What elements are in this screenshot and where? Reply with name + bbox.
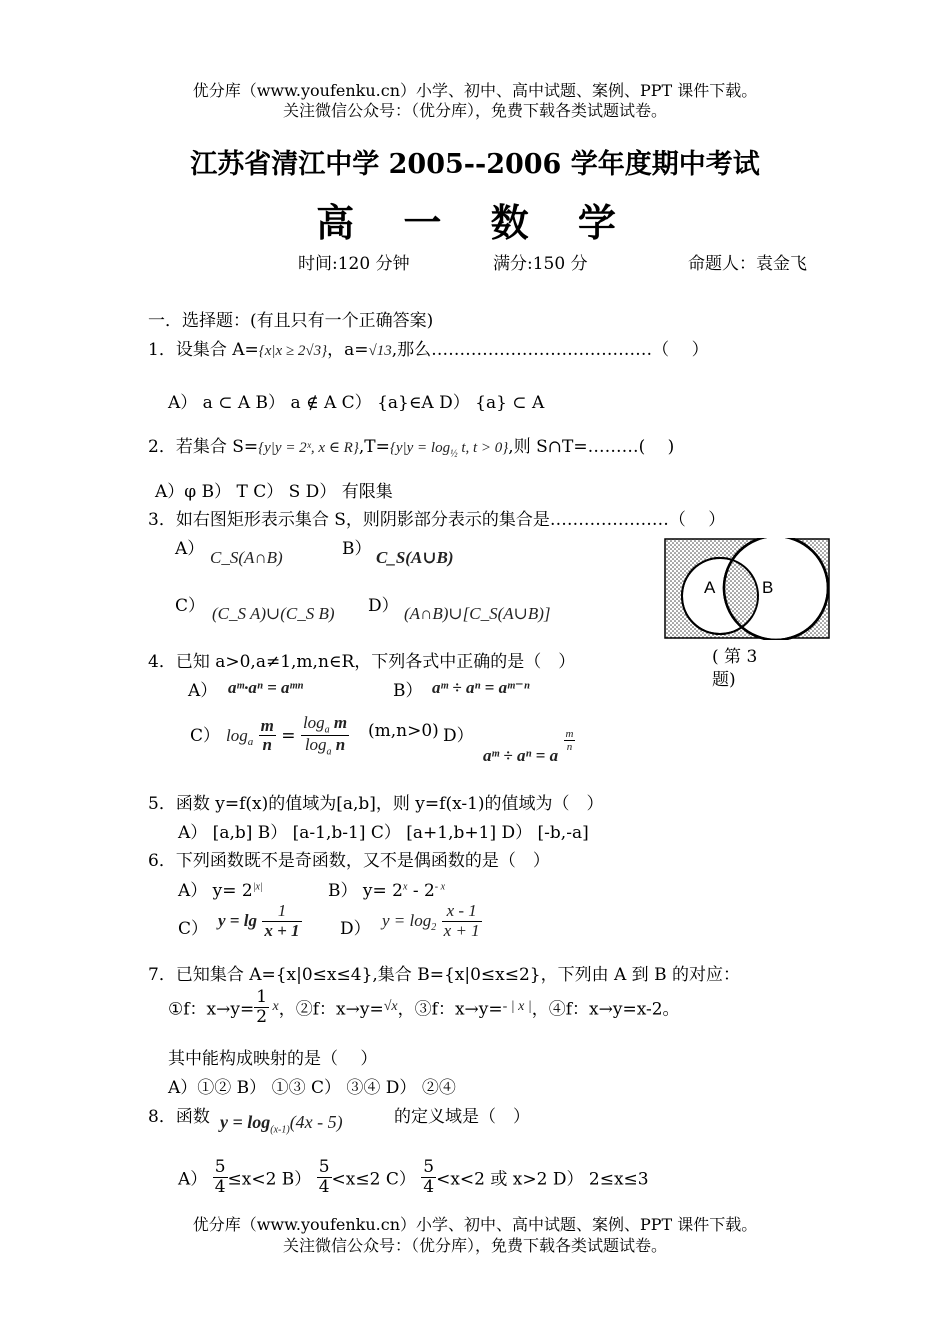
q8-b-text: <x≤2 C） [331,1169,416,1190]
q7-map-2-expr: √x [383,999,398,1015]
q2-stem: 2．若集合 S= [148,437,259,457]
q6-c-lg: y = lg [218,911,257,931]
q7-stem: 7．已知集合 A={x|0≤x≤4},集合 B={x|0≤x≤2}，下列由 A 到 B 的对应： [148,965,740,985]
q6-d-num: x - 1 [442,902,482,922]
q6-b-exp2: - x [434,881,446,893]
q4-c-num-m: m [333,713,348,732]
q3-option-d: D） [368,596,399,616]
q2-options: A）φ B） T C） S D） 有限集 [155,482,393,502]
q4-option-a: A） [188,681,218,701]
q4-c-num-log: log [302,713,325,732]
q4-option-b: B） [393,681,423,701]
q8-c-num: 5 [423,1157,435,1177]
q1-a-value: √13 [368,343,392,359]
q7-map-1: ①f：x→y= [168,999,255,1020]
q1-set-a: {x|x ≥ 2√3} [258,343,328,359]
q8-stem: 8．函数 [148,1107,210,1127]
q8-expr [220,1112,343,1136]
q1-stem: 1．设集合 A= [148,340,259,360]
q4-c-den-log: log [304,735,327,755]
q8-options [178,1158,649,1196]
q7-map-3: ，③f：x→y= [397,999,503,1020]
q4-c-base: a [247,735,254,748]
subject-title: 高 一 数 学 [316,200,634,245]
q8-c-den: 4 [423,1176,435,1197]
q4-stem: 4．已知 a>0,a≠1,m,n∈R，下列各式中正确的是（ ） [148,652,576,672]
q6-stem: 6．下列函数既不是奇函数，又不是偶函数的是（ ） [148,851,550,871]
q6-c-num: 1 [262,902,301,922]
q8-c-text: <x<2 或 x>2 D） 2≤x≤3 [436,1169,649,1190]
q3-option-a-expr: C_S(A∩B) [210,548,283,567]
q8-a-text: ≤x<2 B） [227,1169,312,1190]
q3-option-b-expr: C_S(A∪B) [376,548,454,567]
q8-b-den: 4 [318,1176,330,1197]
header-line-2: 关注微信公众号：（优分库），免费下载各类试题试卷。 [282,101,667,120]
q6-b-exp: x [402,881,408,893]
q3-option-a: A） [175,539,205,559]
q4-option-d: D） [443,726,474,746]
q7-map-1-num: 1 [256,987,268,1007]
q2-set-t-tail: t, t > 0} [457,440,509,456]
question-1 [148,335,709,360]
q5-stem: 5．函数 y=f(x)的值域为[a,b]，则 y=f(x-1)的值域为（ ） [148,794,604,814]
q8-tail: 的定义域是（ ） [394,1107,530,1127]
q4-c-condition: (m,n>0) [368,721,439,741]
q6-d-log: y = log [382,911,432,931]
q7-map-2: ，②f：x→y= [278,999,384,1020]
q6-option-c: C） [178,919,209,939]
section-heading: 一．选择题：(有且只有一个正确答案) [148,311,434,331]
q6-option-a: A） $y= 2^{|x|}$ [178,881,263,901]
venn-diagram [664,538,830,640]
figure-caption-1: ( 第 3 [712,647,758,667]
q7-map-3-expr: - | x | [502,999,532,1015]
q7-map-1-den: 2 [256,1006,268,1027]
q4-option-c: C） [190,726,221,746]
q7-map-4: ，④f：x→y=x-2。 [531,999,680,1020]
q4-d-den: n [566,741,573,754]
q8-a-label: A） [178,1169,208,1190]
q2-log-base: ½ [450,448,458,460]
q8-a-den: 4 [214,1176,226,1197]
q2-set-s: {y|y = 2ˣ, x ∈ R} [258,440,359,456]
q1-options: A） a ⊂ A B） a ∉ A C） {a}∈A D） {a} ⊂ A [168,393,545,413]
q7-options: A）①② B） ①③ C） ③④ D） ②④ [168,1078,456,1098]
venn-label-a: A [704,578,716,597]
q7-map-1-x: x [269,999,279,1015]
header-line-1: 优分库（www.youfenku.cn）小学、初中、高中试题、案例、PPT 课件下载。 [192,81,758,100]
q6-d-base: 2 [431,922,437,934]
q5-options: A） [a,b] B） [a-1,b-1] C） [a+1,b+1] D） [-b,-a] [178,823,589,843]
q3-option-d-expr: (A∩B)∪[C_S(A∪B)] [404,604,551,623]
q6-d-den: x + 1 [443,920,480,940]
q1-mid: ，a= [327,340,369,360]
figure-caption-2: 题) [712,670,736,690]
q6-c-den: x + 1 [264,920,300,940]
q8-b-num: 5 [318,1157,330,1177]
q4-option-b-expr: aᵐ ÷ aⁿ = aᵐ⁻ⁿ [432,678,530,697]
q6-option-d-expr [382,902,482,940]
q8-a-num: 5 [214,1157,226,1177]
q7-mappings [168,988,680,1026]
q4-c-log: log [226,725,248,745]
q4-option-a-expr: aᵐ·aⁿ = aᵐⁿ [228,678,304,697]
q4-option-d-expr [483,724,575,766]
q3-stem: 3．如右图矩形表示集合 S，则阴影部分表示的集合是…………………（ ） [148,510,726,530]
venn-label-b: B [762,578,774,597]
q6-option-c-expr [218,902,302,940]
footer-line-1: 优分库（www.youfenku.cn）小学、初中、高中试题、案例、PPT 课件下载。 [192,1215,758,1234]
q2-set-t: {y|y = log [389,440,451,456]
q4-c-den: n [262,735,272,755]
q3-option-c: C） [175,596,206,616]
footer-line-2: 关注微信公众号：（优分库），免费下载各类试题试卷。 [282,1236,667,1255]
exam-time: 时间:120 分钟 [298,254,410,274]
q6-option-d: D） [340,919,371,939]
q8-base: (x-1) [270,1124,290,1136]
q4-c-num: m [260,715,274,735]
q8-arg: (4x - 5) [289,1112,343,1132]
q4-d-expr: aᵐ ÷ aⁿ = a [483,746,559,766]
exam-title: 江苏省清江中学 2005--2006 学年度期中考试 [190,149,760,180]
q3-option-b: B） [342,539,372,559]
q1-tail: ,那么…………………………………（ ） [391,340,709,360]
q6-a-exp: |x| [252,881,263,893]
q2-tail: ,则 S∩T=………( ) [508,437,675,457]
question-2 [148,432,674,459]
q4-c-den-n: n [335,735,346,755]
q4-option-c-expr: $\log_a$ $\frac{m}{n}$ = $\frac{\log_a m}{\log_a n}$ [226,713,348,758]
q2-mid: ,T= [358,437,390,457]
exam-score: 满分:150 分 [493,254,588,274]
q8-log: y = log [220,1112,271,1132]
exam-author: 命题人：袁金飞 [688,254,807,274]
q6-option-b: B） $y= 2^x - 2^{- x}$ [328,881,446,901]
q7-question: 其中能构成映射的是（ ） [168,1049,378,1069]
q4-d-num: m [565,728,574,740]
q3-option-c-expr: (C_S A)∪(C_S B) [212,604,335,623]
